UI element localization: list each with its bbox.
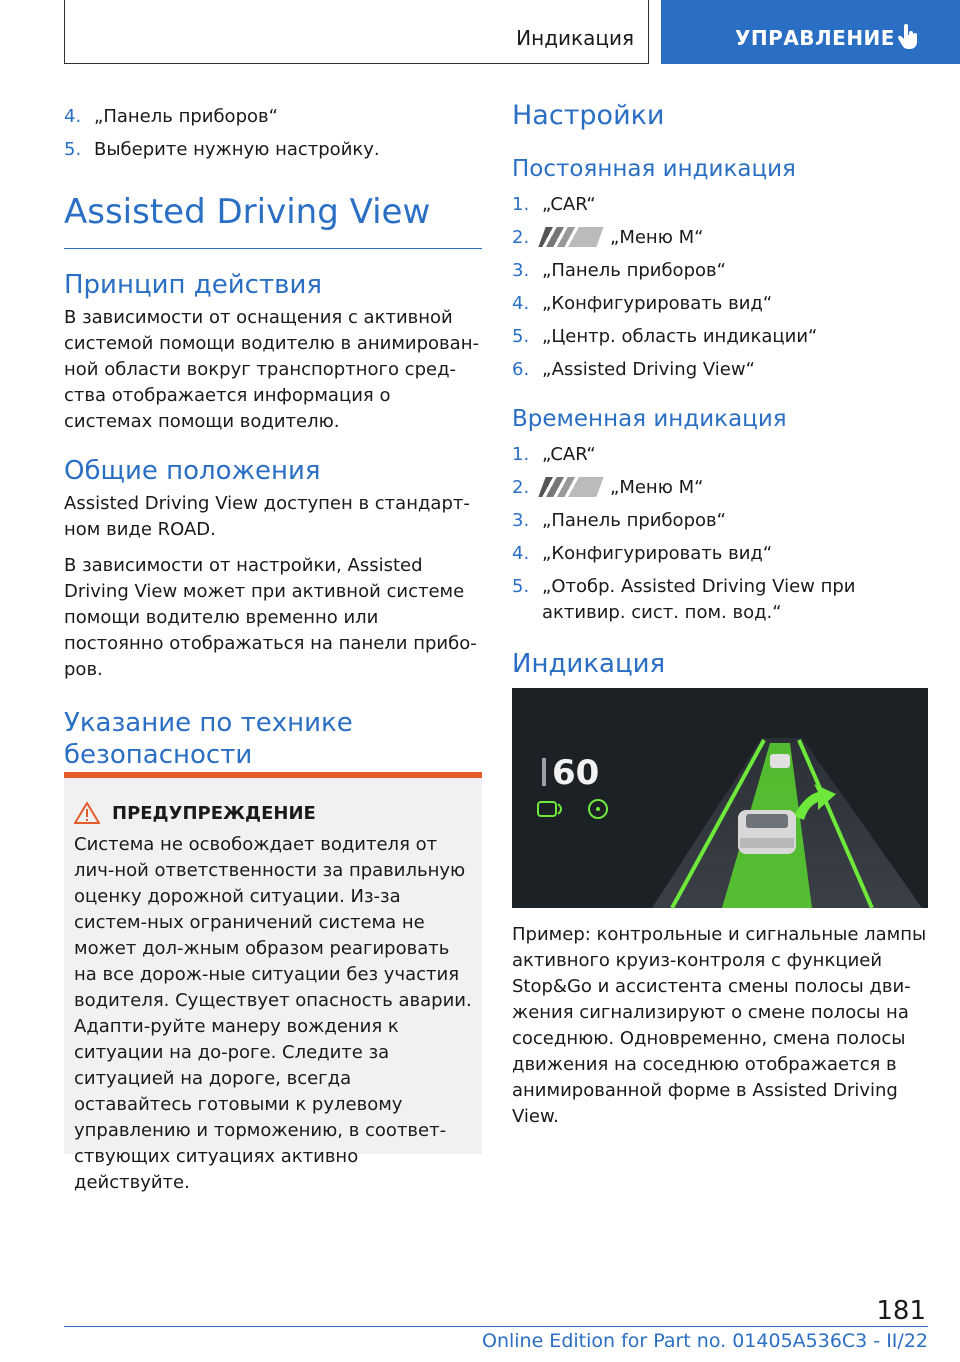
- header-section-box: [64, 0, 649, 64]
- general-text-2: В зависимости от настройки, Assisted Driving View может при активной системе помощи водителю временно или постоянно отображаться на панели прибо-ров.: [64, 555, 477, 680]
- warning-text: Система не освобождает водителя от лич-ной ответственности за правильную оценку дорожной ситуации. Из-за систем-ных ограничений система не может дол-жным образом реагировать на все дорож-ные ситуации без участия водителя. Существует опасность аварии. Адапти-руйте манеру вождения к ситуации на до-роге. Следите за ситуацией на дороге, всегда оставайтесь готовыми к рулевому управлению и торможению, в соответ-ствующих ситуациях активно действуйте.: [74, 834, 472, 1193]
- pointing-hand-icon: [897, 24, 919, 50]
- footer-rule: [64, 1326, 928, 1327]
- speed-value: 60: [552, 753, 600, 793]
- header-chapter-box: [661, 0, 960, 64]
- list-item: 5. „Центр. область индикации“: [512, 326, 818, 347]
- header-section: Индикация: [516, 26, 634, 50]
- list-item: 3. „Панель приборов“: [512, 510, 726, 531]
- left-column: [64, 100, 482, 775]
- list-item: 5. „Отобр. Assisted Driving View при активир. сист. пом. вод.“: [512, 576, 856, 623]
- page-number: 181: [876, 1296, 926, 1326]
- list-item: 6. „Assisted Driving View“: [512, 359, 755, 380]
- list-item: 1. „CAR“: [512, 444, 596, 465]
- warning-box: [64, 772, 482, 1193]
- list-item: 5. Выберите нужную настройку.: [64, 139, 380, 160]
- footer-text: Online Edition for Part no. 01405A536C3 - II/22: [481, 1330, 928, 1352]
- list-item: 4. „Конфигурировать вид“: [512, 543, 773, 564]
- safety-heading: Указание по технике безопасности: [64, 708, 353, 770]
- principle-heading: Принцип действия: [64, 270, 322, 300]
- list-item: 4. „Панель приборов“: [64, 106, 278, 127]
- m-menu-icon: [538, 477, 603, 497]
- general-heading: Общие положения: [64, 456, 321, 486]
- principle-text: В зависимости от оснащения с активной системой помощи водителю в анимирован-ной области вокруг транспортного сред-ства отображается информация о системах помощи водителю.: [64, 307, 479, 432]
- warning-title: ПРЕДУПРЕЖДЕНИЕ: [112, 802, 316, 824]
- section-title: Assisted Driving View: [64, 192, 431, 232]
- m-menu-icon: [538, 227, 603, 247]
- road-illustration: [512, 688, 928, 908]
- temporary-heading: Временная индикация: [512, 406, 787, 432]
- list-item: 2. „Меню M“: [512, 477, 704, 498]
- list-item: 3. „Панель приборов“: [512, 260, 726, 281]
- general-text-1: Assisted Driving View доступен в стандарт-ном виде ROAD.: [64, 493, 470, 540]
- assisted-driving-view-image: [512, 688, 928, 908]
- warning-triangle-icon: [74, 802, 100, 824]
- settings-heading: Настройки: [512, 100, 665, 131]
- display-heading: Индикация: [512, 649, 666, 679]
- list-item: 1. „CAR“: [512, 194, 596, 215]
- permanent-heading: Постоянная индикация: [512, 156, 796, 182]
- list-item: 2. „Меню M“: [512, 227, 704, 248]
- section-rule: [64, 248, 482, 249]
- right-column: [512, 100, 930, 684]
- image-caption: Пример: контрольные и сигнальные лампы активного круиз-контроля с функцией Stop&Go и ассистента смены полосы дви-жения сигнализируют о смене полосы на соседнюю. Одновременно, смена полосы движения на соседнюю отображается в анимированной форме в Assisted Driving View.: [512, 924, 927, 1127]
- list-item: 4. „Конфигурировать вид“: [512, 293, 773, 314]
- header-chapter: УПРАВЛЕНИЕ: [735, 26, 895, 50]
